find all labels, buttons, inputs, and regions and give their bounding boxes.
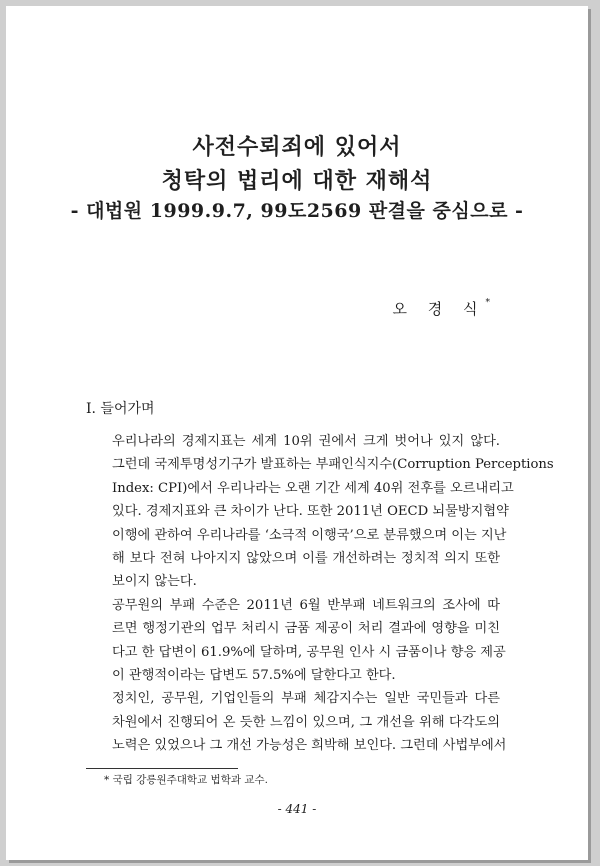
text-line: 차원에서 진행되어 온 듯한 느낌이 있으며, 그 개선을 위해 다각도의	[112, 714, 500, 730]
title-line-2: 청탁의 법리에 대한 재해석	[161, 168, 433, 194]
text-line: Index: CPI)에서 우리나라는 오랜 기간 세계 40위 전후를 오르내리고	[112, 480, 514, 496]
text-line: 우리나라의 경제지표는 세계 10위 권에서 크게 벗어나 있지 않다.	[112, 434, 500, 449]
title-line-1: 사전수뢰죄에 있어서	[192, 134, 402, 160]
author-name: 오 경 식	[392, 300, 486, 318]
subtitle: - 대법원 1999.9.7, 99도2569 판결을 중심으로 -	[70, 200, 524, 222]
paper-page	[6, 6, 588, 860]
text-line: 해 보다 전혀 나아지지 않았으며 이를 개선하려는 정치적 의지 또한	[112, 551, 500, 567]
text-line: 이 관행적이라는 답변도 57.5%에 달한다고 한다.	[112, 668, 396, 684]
section-heading: Ⅰ. 들어가며	[86, 401, 155, 417]
body-text	[86, 430, 554, 758]
text-line: 공무원의 부패 수준은 2011년 6월 반부패 네트워크의 조사에 따	[112, 597, 500, 613]
text-line: 다고 한 답변이 61.9%에 달하며, 공무원 인사 시 금품이나 향응 제공	[112, 644, 506, 660]
paragraph-1	[86, 430, 554, 594]
author-footnote-mark: *	[485, 298, 490, 308]
text-line: 정치인, 공무원, 기업인들의 부패 체감지수는 일반 국민들과 다른	[112, 691, 500, 707]
paragraph-2	[86, 594, 506, 688]
text-line: 보이지 않는다.	[112, 574, 197, 590]
author	[392, 298, 490, 319]
text-line: 노력은 있었으나 그 개선 가능성은 희박해 보인다. 그런데 사법부에서	[112, 738, 507, 754]
text-line: 있다. 경제지표와 큰 차이가 난다. 또한 2011년 OECD 뇌물방지협약	[112, 504, 509, 520]
footnote: * 국립 강릉원주대학교 법학과 교수.	[104, 774, 268, 786]
text-line: 그런데 국제투명성기구가 발표하는 부패인식지수(Corruption Perceptions	[112, 457, 554, 473]
text-line: 이행에 관하여 우리나라를 ‘소극적 이행국’으로 분류했으며 이는 지난	[112, 527, 507, 543]
page-number: - 441 -	[277, 802, 317, 816]
paragraph-3	[86, 687, 507, 757]
text-line: 르면 행정기관의 업무 처리시 금품 제공이 처리 결과에 영향을 미친	[112, 621, 500, 637]
footnote-divider	[86, 768, 238, 769]
